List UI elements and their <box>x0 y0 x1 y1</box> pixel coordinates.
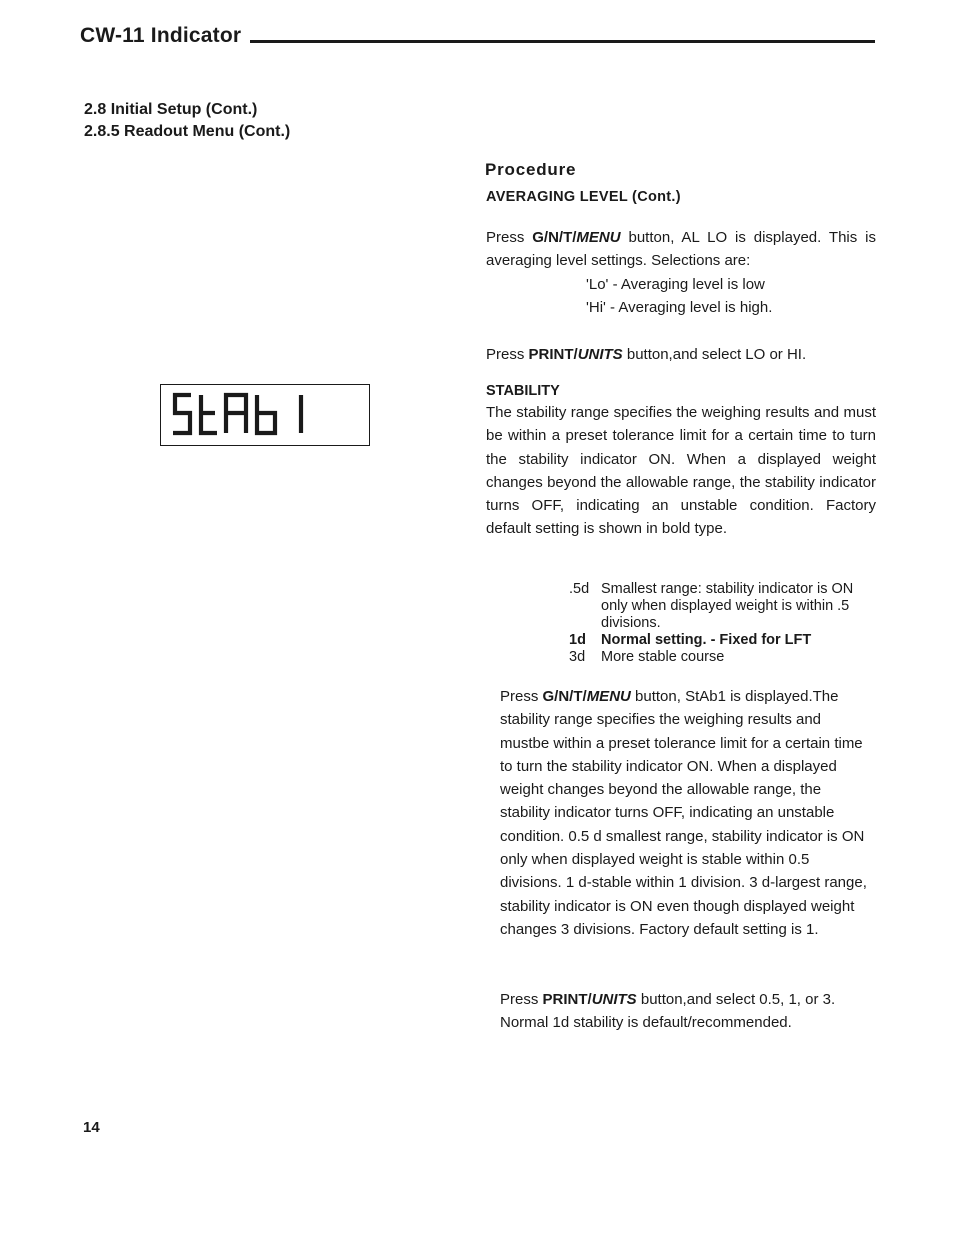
page-number: 14 <box>83 1119 100 1136</box>
procedure-heading: Procedure <box>485 160 577 179</box>
print-units-button-label: PRINT/UNITS <box>528 346 623 363</box>
averaging-level-heading: AVERAGING LEVEL (Cont.) <box>486 189 681 205</box>
stability-heading: STABILITY <box>486 383 560 399</box>
stability-print-instruction: Press PRINT/UNITS button,and select 0.5, 1, or 3. Normal 1d stability is default/recommended. <box>500 991 836 1032</box>
averaging-level-paragraph <box>486 226 876 319</box>
lcd-display <box>160 384 370 446</box>
lcd-char-s <box>173 395 191 433</box>
averaging-instruction: Press G/N/T/MENU button, AL LO is displayed. This is averaging level settings. Selections are: <box>486 229 876 270</box>
print-units-button-label: PRINT/UNITS <box>542 991 637 1008</box>
stability-option: .5d Smallest range: stability indicator is ON only when displayed weight is within .5 divisions. <box>569 581 854 631</box>
lcd-char-b <box>257 395 275 433</box>
gnt-menu-button-label: G/N/T/MENU <box>532 229 621 246</box>
stability-body: The stability range specifies the weighing results and must be within a preset tolerance limit for a certain time to turn the stability indicator ON. When a displayed weight changes beyond the allowable range, the stability indicator turns OFF, indicating an unstable condition. Factory default setting is shown in bold type. <box>486 404 876 538</box>
stability-options-list <box>569 581 861 666</box>
stability-option: 3d More stable course <box>569 649 725 665</box>
gnt-menu-button-label: G/N/T/MENU <box>542 688 631 705</box>
header-rule <box>250 40 875 43</box>
page-header-title: CW-11 Indicator <box>80 24 242 47</box>
stability-menu-description: Press G/N/T/MENU button, StAb1 is displayed.The stability range specifies the weighing results and mustbe within a preset tolerance limit for a certain time to turn the stability indicator ON. When a displayed weight changes beyond the allowable range, the stability indicator turns OFF, indicating an unstable condition. 0.5 d smallest range, stability indicator is ON only when displayed weight is stable within 0.5 divisions. 1 d-stable within 1 division. 3 d-largest range, stability indicator is ON even though displayed weight changes 3 divisions. Factory default setting is 1. <box>500 688 867 938</box>
averaging-option-hi: 'Hi' - Averaging level is high. <box>586 298 773 316</box>
averaging-option-lo: 'Lo' - Averaging level is low <box>586 275 765 293</box>
stability-option-default: 1d Normal setting. - Fixed for LFT <box>569 632 812 648</box>
subsection-heading: 2.8.5 Readout Menu (Cont.) <box>84 123 291 140</box>
lcd-char-a <box>226 395 246 433</box>
averaging-print-instruction: Press PRINT/UNITS button,and select LO or HI. <box>486 346 807 363</box>
lcd-readout-graphic <box>161 385 369 445</box>
lcd-char-t <box>201 395 217 433</box>
section-heading: 2.8 Initial Setup (Cont.) <box>84 101 258 118</box>
